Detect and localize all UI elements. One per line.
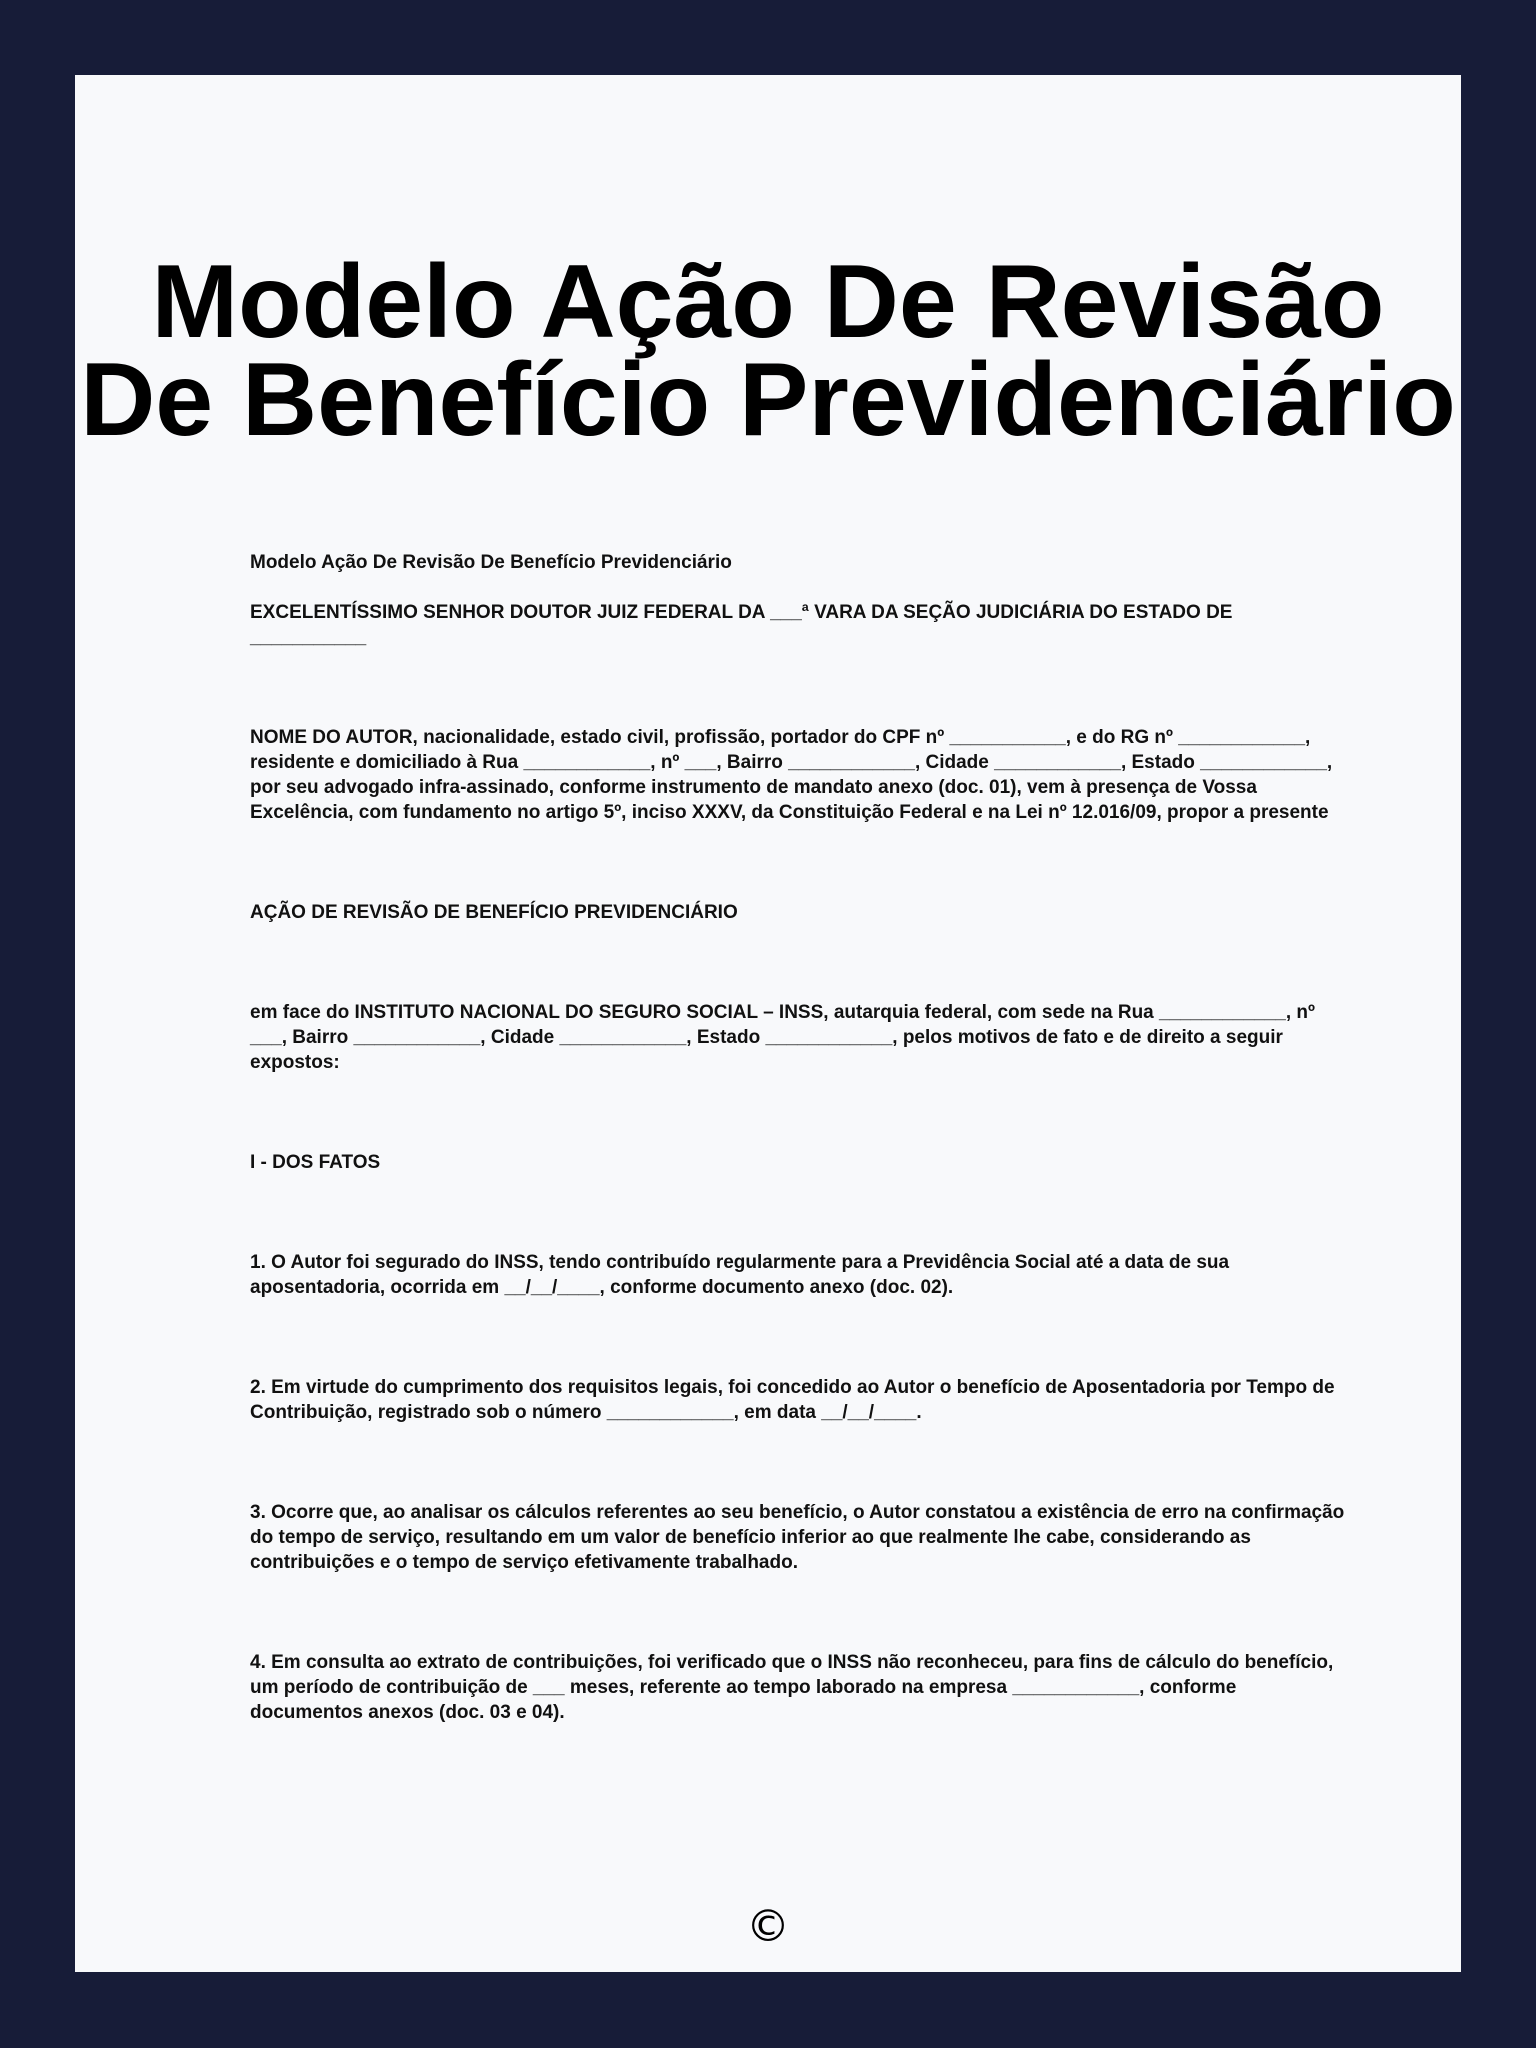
document-body [250,550,1350,1725]
section-title: I - DOS FATOS [250,1152,381,1173]
qualification-paragraph: NOME DO AUTOR, nacionalidade, estado civil, profissão, portador do CPF nº ___________, e do RG nº ____________, residente e domiciliado à Rua ____________, nº ___, Bairro ____________, Cidade ____________, Estado ____________, por seu advogado infra-assinado, conforme instrumento de mandato anexo (doc. 01), vem à presença de Vossa Excelência, com fundamento no artigo 5º, inciso XXXV, da Constituição Federal e na Lei nº 12.016/09, propor a presente [250,727,1333,823]
addressee-paragraph: EXCELENTÍSSIMO SENHOR DOUTOR JUIZ FEDERAL DA ___ª VARA DA SEÇÃO JUDICIÁRIA DO ESTADO DE ___________ [250,602,1233,648]
page-title: Modelo Ação De Revisão De Benefício Previdenciário [80,244,1456,458]
fact-paragraph-4: 4. Em consulta ao extrato de contribuições, foi verificado que o INSS não reconheceu, para fins de cálculo do benefício, um período de contribuição de ___ meses, referente ao tempo laborado na empresa ____________, conforme documentos anexos (doc. 03 e 04). [250,1652,1334,1723]
fact-paragraph-2: 2. Em virtude do cumprimento dos requisitos legais, foi concedido ao Autor o benefício de Aposentadoria por Tempo de Contribuição, registrado sob o número ____________, em data __/__/____. [250,1377,1335,1423]
document-heading: Modelo Ação De Revisão De Benefício Previdenciário [250,552,732,573]
action-title: AÇÃO DE REVISÃO DE BENEFÍCIO PREVIDENCIÁRIO [250,902,738,923]
fact-paragraph-3: 3. Ocorre que, ao analisar os cálculos referentes ao seu benefício, o Autor constatou a existência de erro na confirmação do tempo de serviço, resultando em um valor de benefício inferior ao que realmente lhe cabe, considerando as contribuições e o tempo de serviço efetivamente trabalhado. [250,1502,1345,1573]
document-page [75,75,1461,1972]
copyright-icon: © [746,1901,790,1952]
fact-paragraph-1: 1. O Autor foi segurado do INSS, tendo contribuído regularmente para a Previdência Social até a data de sua aposentadoria, ocorrida em __/__/____, conforme documento anexo (doc. 02). [250,1252,1230,1298]
defendant-paragraph: em face do INSTITUTO NACIONAL DO SEGURO SOCIAL – INSS, autarquia federal, com sede na Rua ____________, nº ___, Bairro ____________, Cidade ____________, Estado ____________, pelos motivos de fato e de direito a seguir expostos: [250,1002,1315,1073]
